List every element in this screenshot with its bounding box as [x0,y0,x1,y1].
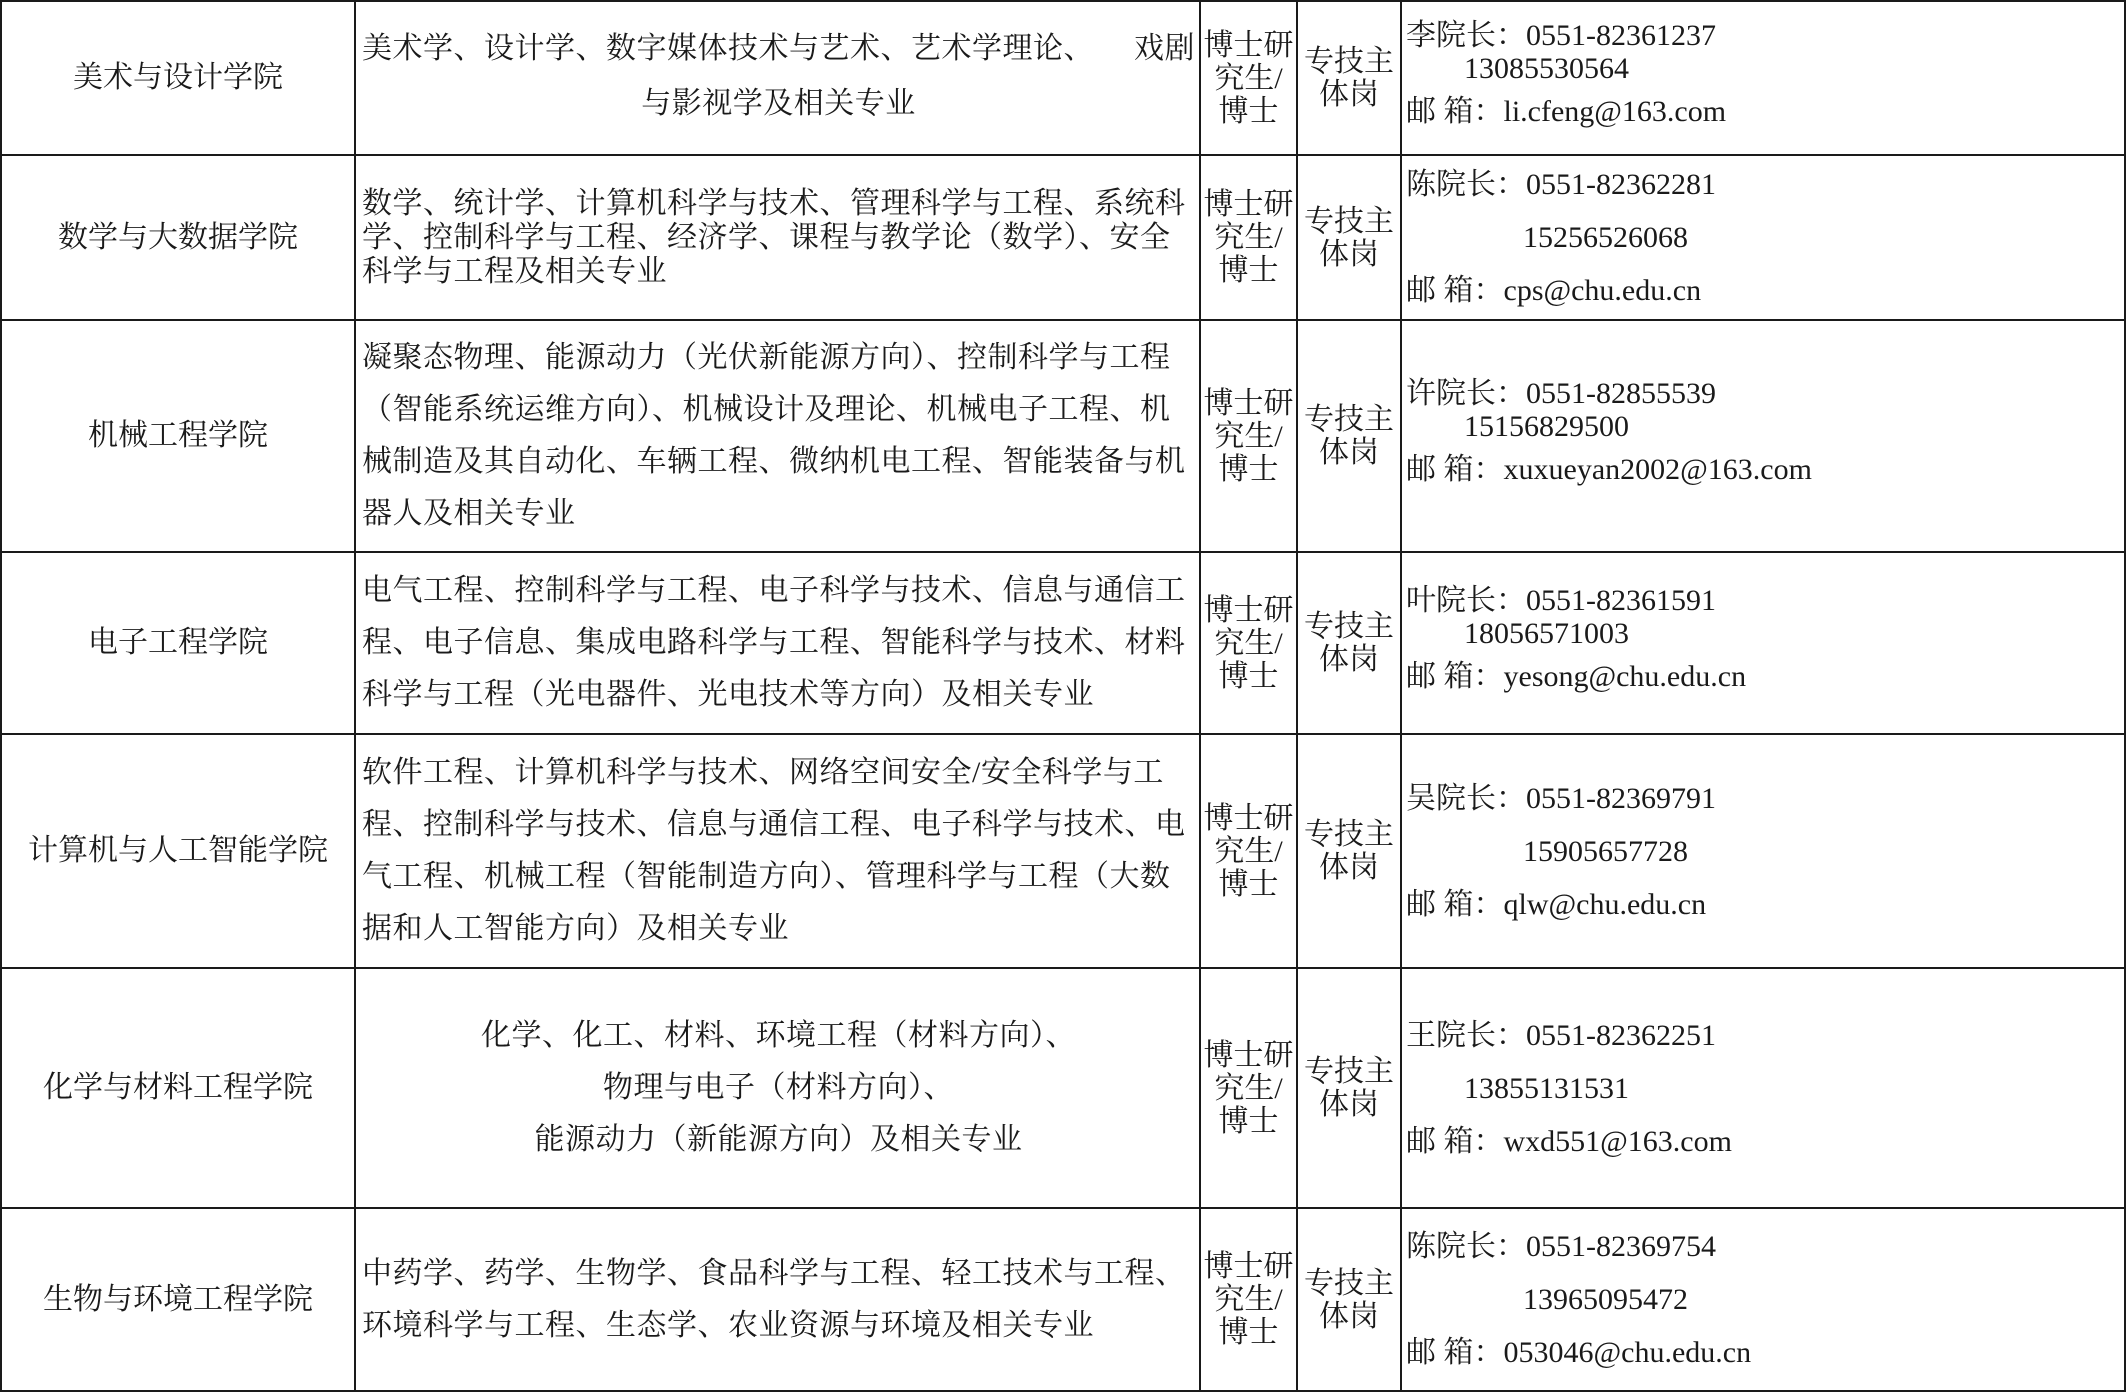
degree-line: 博士研 [1203,188,1294,221]
dean-phone: 许院长：0551-82855539 [1406,376,1716,410]
major-requirements [355,734,1200,968]
mobile-number: 13855131531 [1464,1071,1629,1105]
college-name: 电子工程学院 [1,552,355,734]
mobile-number: 15905657728 [1523,834,1688,868]
degree-line: 博士 [1218,659,1279,693]
email: 邮 箱：cps@chu.edu.cn [1406,274,1702,307]
degree-requirement [1200,320,1297,552]
degree-line: 博士 [1218,1104,1279,1138]
major-line: 科学与工程（光电器件、光电技术等方向）及相关专业 [362,678,1094,711]
dean-phone: 叶院长：0551-82361591 [1406,583,1716,617]
email: 邮 箱：053046@chu.edu.cn [1406,1336,1752,1369]
table-row [1,552,2125,734]
college-name: 生物与环境工程学院 [1,1208,355,1391]
degree-line: 博士 [1218,867,1279,901]
college-name: 美术与设计学院 [1,1,355,155]
degree-requirement [1200,552,1297,734]
major-line: 软件工程、计算机科学与技术、网络空间安全/安全科学与工 [362,756,1164,789]
major-line: 凝聚态物理、能源动力（光伏新能源方向）、控制科学与工程 [362,341,1171,374]
degree-line: 究生/ [1214,626,1283,660]
degree-line: 博士研 [1203,1038,1294,1072]
post-line: 体岗 [1319,1088,1379,1121]
post-line: 专技主 [1304,818,1394,851]
degree-line: 博士研 [1203,593,1294,627]
post-type [1297,1208,1401,1391]
degree-line: 博士研 [1203,386,1294,420]
contact-info [1401,1,2125,155]
table-row [1,968,2125,1208]
dean-phone: 陈院长：0551-82362281 [1406,168,1716,201]
college-name: 计算机与人工智能学院 [1,734,355,968]
post-type [1297,968,1401,1208]
email: 邮 箱：li.cfeng@163.com [1406,94,1727,128]
major-line: 械制造及其自动化、车辆工程、微纳机电工程、智能装备与机 [362,445,1186,478]
degree-line: 博士研 [1203,801,1294,835]
degree-requirement [1200,1208,1297,1391]
mobile-number: 13965095472 [1523,1283,1688,1316]
major-requirements [355,552,1200,734]
post-type [1297,155,1401,320]
major-requirements [355,155,1200,320]
degree-line: 博士 [1218,94,1279,128]
degree-requirement [1200,734,1297,968]
post-line: 专技主 [1304,610,1394,643]
post-line: 体岗 [1319,78,1379,111]
table-row [1,734,2125,968]
college-name: 数学与大数据学院 [1,155,355,320]
major-line: 与影视学及相关专业 [641,87,916,120]
major-requirements [355,1,1200,155]
degree-line: 究生/ [1214,221,1283,254]
table-row [1,1208,2125,1391]
major-line-part: 戏剧 [1134,32,1195,65]
post-line: 体岗 [1319,436,1379,469]
major-line: 中药学、药学、生物学、食品科学与工程、轻工技术与工程、 [362,1256,1186,1290]
post-line: 体岗 [1319,1299,1379,1333]
degree-requirement [1200,155,1297,320]
major-line: 数学、统计学、计算机科学与技术、管理科学与工程、系统科 [362,186,1186,220]
degree-line: 究生/ [1214,1283,1283,1316]
dean-phone: 吴院长：0551-82369791 [1406,781,1716,815]
contact-info [1401,734,2125,968]
post-line: 体岗 [1319,237,1379,271]
degree-line: 博士 [1218,1316,1279,1349]
major-line: 学、控制科学与工程、经济学、课程与教学论（数学）、安全 [362,220,1171,254]
major-line: 气工程、机械工程（智能制造方向）、管理科学与工程（大数 [362,860,1171,893]
major-line: 程、控制科学与技术、信息与通信工程、电子科学与技术、电 [362,808,1186,841]
major-line: 程、电子信息、集成电路科学与工程、智能科学与技术、材料 [362,626,1186,659]
email: 邮 箱：wxd551@163.com [1406,1124,1732,1158]
email: 邮 箱：qlw@chu.edu.cn [1406,887,1707,921]
degree-line: 博士 [1218,452,1279,486]
major-requirements [355,320,1200,552]
degree-line: 博士研 [1203,1250,1294,1283]
degree-line: 博士研 [1203,28,1294,62]
major-line: 器人及相关专业 [362,497,576,530]
post-type [1297,734,1401,968]
contact-info [1401,1208,2125,1391]
contact-info [1401,155,2125,320]
post-line: 专技主 [1304,403,1394,436]
post-line: 专技主 [1304,1055,1394,1088]
degree-line: 究生/ [1214,834,1283,868]
post-type [1297,320,1401,552]
major-line: 环境科学与工程、生态学、农业资源与环境及相关专业 [362,1308,1094,1342]
major-line: 电气工程、控制科学与工程、电子科学与技术、信息与通信工 [362,574,1186,607]
major-line-part: 美术学、设计学、数字媒体技术与艺术、艺术学理论、 [362,32,1094,65]
degree-requirement [1200,1,1297,155]
post-line: 体岗 [1319,851,1379,884]
major-line: 能源动力（新能源方向）及相关专业 [534,1123,1023,1156]
email: 邮 箱：yesong@chu.edu.cn [1406,659,1747,693]
table-row [1,1,2125,155]
major-line: （智能系统运维方向）、机械设计及理论、机械电子工程、机 [362,393,1171,426]
major-line [362,23,1195,75]
post-line: 专技主 [1304,45,1394,78]
degree-line: 究生/ [1214,1071,1283,1105]
mobile-number: 13085530564 [1464,51,1629,85]
dean-phone: 李院长：0551-82361237 [1406,18,1716,52]
dean-phone: 陈院长：0551-82369754 [1406,1230,1716,1263]
degree-line: 博士 [1218,254,1279,287]
dean-phone: 王院长：0551-82362251 [1406,1018,1716,1052]
post-type [1297,552,1401,734]
mobile-number: 15156829500 [1464,409,1629,443]
post-line: 体岗 [1319,643,1379,676]
table-row [1,320,2125,552]
major-line: 化学、化工、材料、环境工程（材料方向）、 [481,1019,1076,1052]
table-row [1,155,2125,320]
college-name: 化学与材料工程学院 [1,968,355,1208]
contact-info [1401,968,2125,1208]
mobile-number: 15256526068 [1523,221,1688,254]
contact-info [1401,552,2125,734]
post-line: 专技主 [1304,1266,1394,1300]
major-requirements [355,1208,1200,1391]
contact-info [1401,320,2125,552]
major-line: 据和人工智能方向）及相关专业 [362,912,789,945]
post-line: 专技主 [1304,204,1394,238]
post-type [1297,1,1401,155]
major-requirements [355,968,1200,1208]
degree-requirement [1200,968,1297,1208]
email: 邮 箱：xuxueyan2002@163.com [1406,452,1812,486]
degree-line: 究生/ [1214,419,1283,453]
degree-line: 究生/ [1214,61,1283,95]
major-line: 科学与工程及相关专业 [362,254,667,288]
college-name: 机械工程学院 [1,320,355,552]
mobile-number: 18056571003 [1464,616,1629,650]
major-line: 物理与电子（材料方向）、 [603,1071,954,1104]
